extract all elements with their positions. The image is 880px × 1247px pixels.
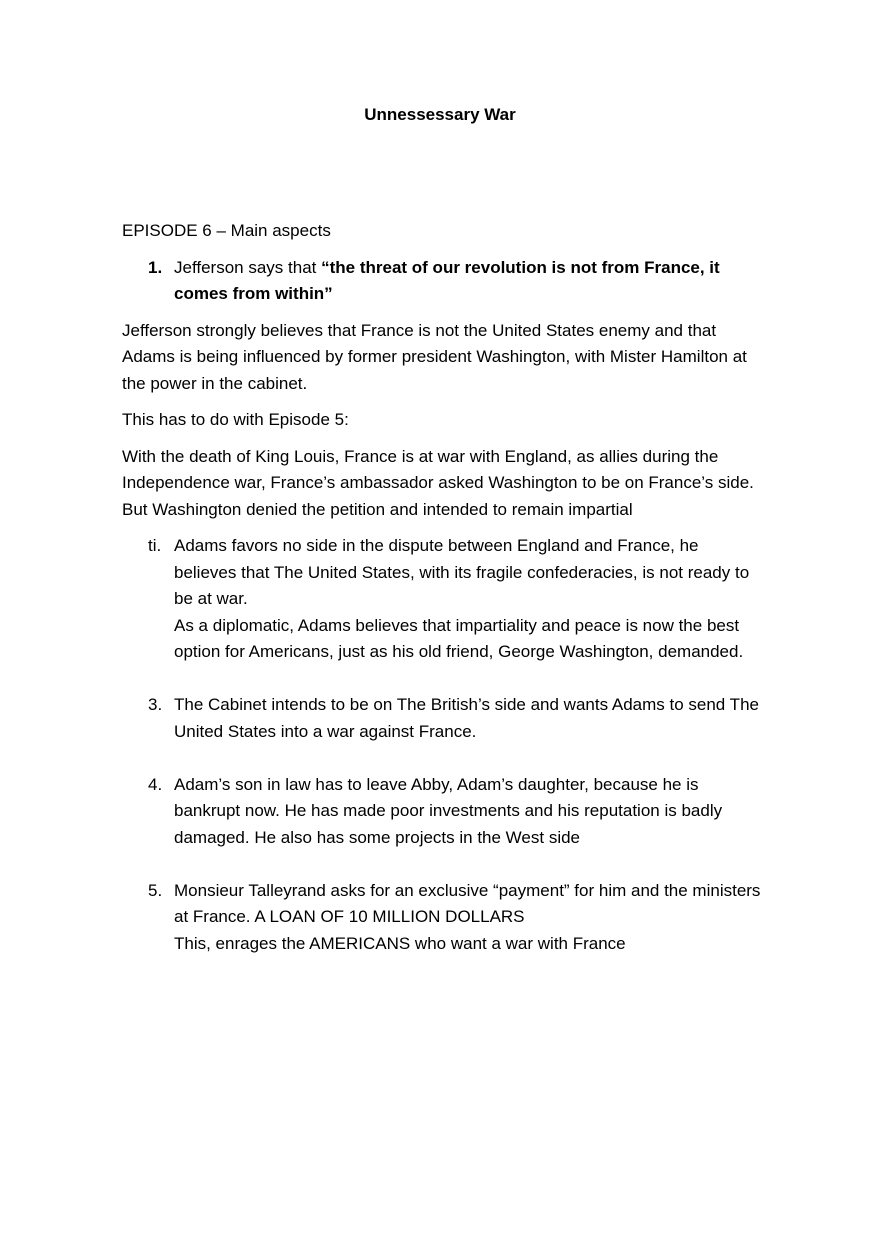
list-item-1	[122, 255, 762, 308]
paragraph-jefferson: Jefferson strongly believes that France is not the United States enemy and that Adams is being influenced by former president Washington, with Mister Hamilton at the power in the cabinet.	[122, 320, 747, 393]
episode-heading: EPISODE 6 – Main aspects	[122, 221, 331, 240]
list-item-2-line-2: As a diplomatic, Adams believes that impartiality and peace is now the best option for Americans, just as his old friend, George Washington, demanded.	[174, 615, 744, 661]
list-item-5-line-2: This, enrages the AMERICANS who want a war with France	[174, 933, 626, 953]
paragraph-episode-5: This has to do with Episode 5:	[122, 410, 349, 429]
list-item-4	[122, 772, 762, 852]
document-title: Unnessessary War	[364, 105, 516, 124]
list-item-4-text: Adam’s son in law has to leave Abby, Adam’s daughter, because he is bankrupt now. He has made poor investments and his reputation is badly damaged. He also has some projects in the West side	[174, 774, 723, 847]
list-number: 4.	[148, 774, 163, 794]
list-item-1-quote: “the threat of our revolution is not from France, it comes from within”	[174, 257, 720, 303]
list-number: ti.	[148, 536, 162, 555]
list-item-2	[122, 533, 762, 666]
list-item-2-line-1: Adams favors no side in the dispute between England and France, he believes that The United States, with its fragile confederacies, is not ready to be at war.	[174, 536, 750, 608]
paragraph-king-louis: With the death of King Louis, France is at war with England, as allies during the Independence war, France’s ambassador asked Washington to be on France’s side. But Washington denied the petition and intended to remain impartial	[122, 446, 754, 519]
document-body	[122, 218, 762, 957]
list-item-5	[122, 878, 762, 958]
list-number: 5.	[148, 880, 163, 900]
list-item-1-prefix: Jefferson says that	[174, 257, 322, 277]
list-item-3	[122, 692, 762, 745]
list-item-5-line-1: Monsieur Talleyrand asks for an exclusive “payment” for him and the ministers at France. A LOAN OF 10 MILLION DOLLARS	[174, 880, 761, 926]
list-number: 3.	[148, 695, 163, 714]
list-item-3-text: The Cabinet intends to be on The British’s side and wants Adams to send The United States into a war against France.	[174, 695, 759, 741]
list-number: 1.	[148, 257, 163, 277]
